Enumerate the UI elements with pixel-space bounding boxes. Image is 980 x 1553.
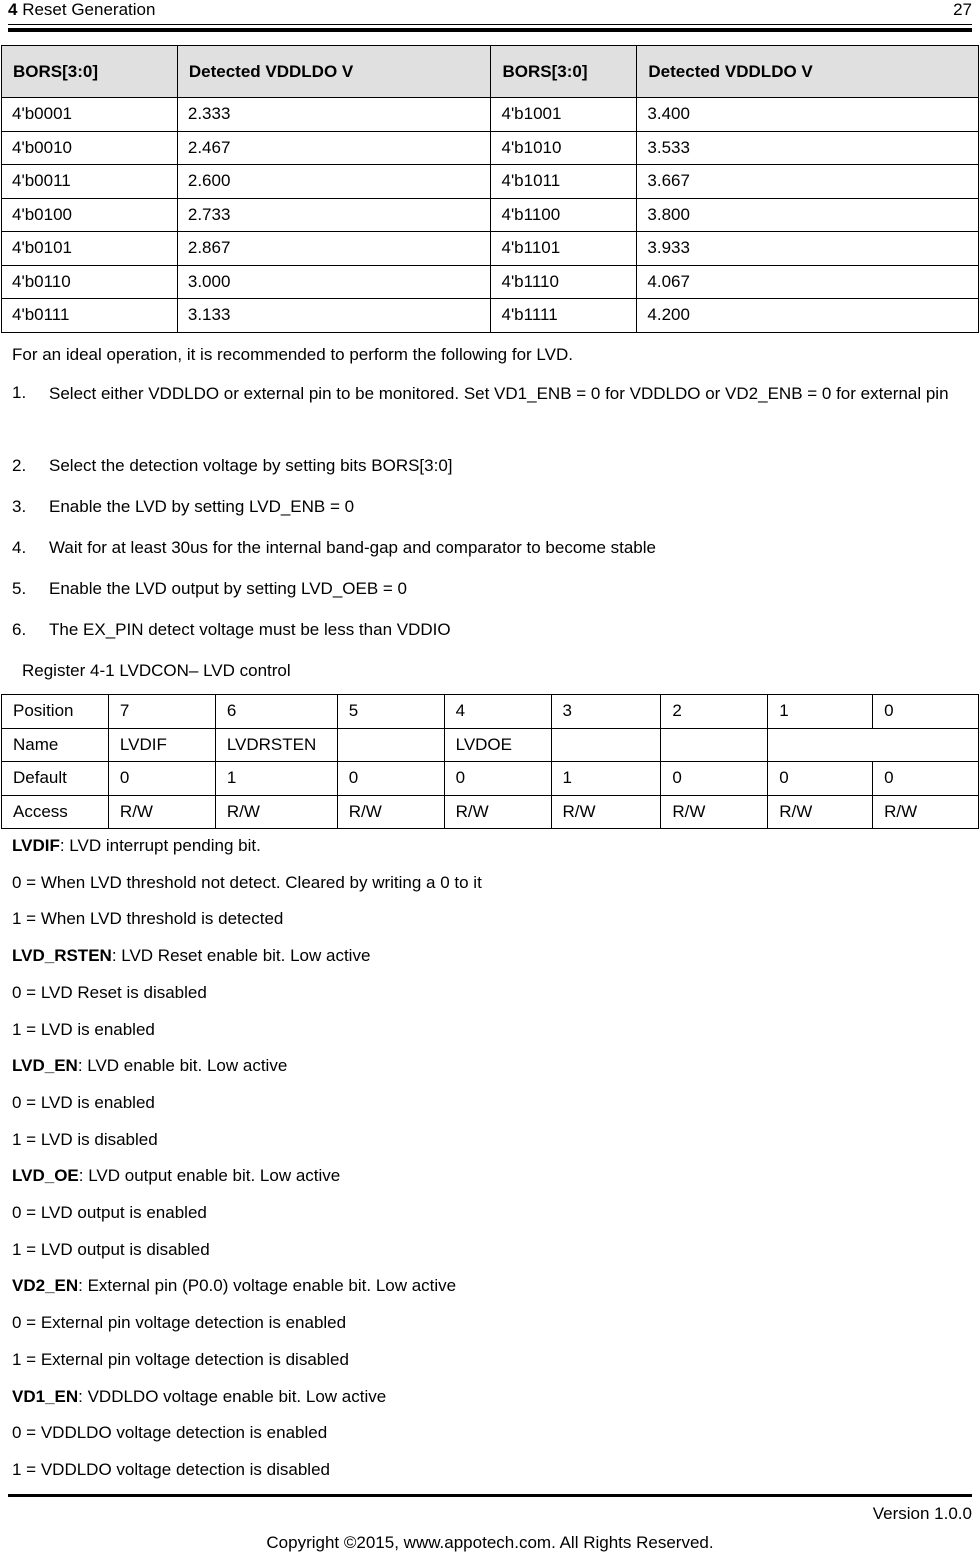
field-description-heading (12, 946, 370, 966)
table-cell: 3.667 (637, 165, 979, 199)
table-cell: 4'b0101 (2, 232, 178, 266)
field-description-line (12, 873, 482, 893)
register-caption: Register 4-1 LVDCON– LVD control (22, 661, 291, 680)
table-cell: 3.400 (637, 98, 979, 132)
table-cell: R/W (337, 795, 444, 829)
table-cell (551, 728, 661, 762)
column-header: BORS[3:0] (2, 46, 178, 98)
version-label: Version 1.0.0 (872, 1504, 972, 1523)
table-cell: 4'b0010 (2, 131, 178, 165)
field-text: 0 = LVD is enabled (12, 1092, 155, 1112)
list-number: 6. (12, 620, 27, 639)
table-cell (768, 728, 979, 762)
intro-text: For an ideal operation, it is recommended to perform the following for LVD. (12, 345, 573, 364)
field-description-line (12, 1423, 327, 1443)
table-row (2, 198, 979, 232)
field-text: 1 = LVD is disabled (12, 1129, 158, 1149)
table-cell: 3 (551, 695, 661, 729)
field-text: 0 = VDDLDO voltage detection is enabled (12, 1423, 328, 1443)
bors-voltage-table (1, 45, 979, 333)
table-cell: 0 (108, 762, 215, 796)
row-label: Access (2, 795, 109, 829)
table-cell: 3.800 (637, 198, 979, 232)
list-text: Select the detection voltage by setting bits BORS[3:0] (49, 456, 453, 475)
table-cell: 0 (337, 762, 444, 796)
table-cell: 5 (337, 695, 444, 729)
table-row (2, 762, 979, 796)
field-text: 0 = LVD output is enabled (12, 1203, 207, 1222)
table-cell: R/W (768, 795, 873, 829)
field-description-line (12, 1460, 330, 1480)
table-cell: R/W (551, 795, 661, 829)
list-number: 1. (12, 383, 27, 402)
list-text: Enable the LVD output by setting LVD_OEB = 0 (49, 579, 408, 598)
table-cell: 3.133 (177, 299, 491, 333)
list-number: 5. (12, 579, 27, 598)
table-row (2, 795, 979, 829)
field-text: : External pin (P0.0) voltage enable bit. Low active (78, 1276, 457, 1296)
table-cell: LVDOE (444, 728, 551, 762)
field-text: 1 = External pin voltage detection is disabled (12, 1349, 349, 1369)
chapter-title: Reset Generation (22, 0, 156, 19)
field-text: 0 = LVD Reset is disabled (12, 982, 207, 1002)
table-cell: 1 (215, 762, 337, 796)
table-cell: 3.533 (637, 131, 979, 165)
field-text: : LVD interrupt pending bit. (59, 836, 261, 855)
field-description-line (12, 1350, 349, 1370)
table-row (2, 728, 979, 762)
field-description-line (12, 1203, 207, 1223)
table-cell: 4'b0110 (2, 265, 178, 299)
table-cell: 0 (873, 695, 979, 729)
table-cell: 2.600 (177, 165, 491, 199)
table-cell: 4.067 (637, 265, 979, 299)
table-cell: LVDRSTEN (215, 728, 337, 762)
field-description-line (12, 1093, 155, 1113)
column-header: Detected VDDLDO V (637, 46, 979, 98)
field-name: VD2_EN (12, 1276, 79, 1296)
field-name: LVDIF (12, 836, 60, 855)
field-description-heading (12, 1166, 340, 1186)
table-cell: LVDIF (108, 728, 215, 762)
table-row (2, 98, 979, 132)
field-name: LVD_OE (12, 1166, 79, 1186)
field-description-heading (12, 1276, 456, 1296)
table-cell: 4'b1011 (491, 165, 637, 199)
table-cell: 1 (551, 762, 661, 796)
table-cell: 2.467 (177, 131, 491, 165)
header-rule-thin (8, 24, 972, 25)
table-cell: 2.733 (177, 198, 491, 232)
chapter-number: 4 (8, 0, 18, 19)
row-label: Name (2, 728, 109, 762)
field-description-heading (12, 1056, 287, 1076)
field-text: 1 = When LVD threshold is detected (12, 909, 284, 929)
table-cell: 4'b0100 (2, 198, 178, 232)
list-text: Select either VDDLDO or external pin to be monitored. Set VD1_ENB = 0 for VDDLDO or VD2_ENB = 0 for external pin (49, 384, 949, 403)
field-description-line (12, 1130, 158, 1150)
column-header: Detected VDDLDO V (177, 46, 491, 98)
table-cell: 3.933 (637, 232, 979, 266)
table-cell: 6 (215, 695, 337, 729)
list-number: 4. (12, 538, 27, 557)
table-cell (337, 728, 444, 762)
chapter-heading (8, 0, 155, 20)
table-cell: 2 (661, 695, 768, 729)
row-label: Position (2, 695, 109, 729)
table-row (2, 232, 979, 266)
field-text: : LVD output enable bit. Low active (78, 1166, 341, 1186)
table-cell: 2.867 (177, 232, 491, 266)
table-cell: 3.000 (177, 265, 491, 299)
table-cell: 0 (768, 762, 873, 796)
table-cell: 7 (108, 695, 215, 729)
table-cell (661, 728, 768, 762)
register-table (1, 694, 979, 829)
table-cell: 4'b1110 (491, 265, 637, 299)
table-cell: 4'b1111 (491, 299, 637, 333)
list-text: Enable the LVD by setting LVD_ENB = 0 (49, 497, 355, 516)
list-text: Wait for at least 30us for the internal band-gap and comparator to become stable (49, 538, 656, 557)
field-description-line (12, 1313, 346, 1333)
list-number: 3. (12, 497, 27, 516)
table-header-row (2, 46, 979, 98)
table-cell: R/W (215, 795, 337, 829)
table-cell: 4'b1010 (491, 131, 637, 165)
field-text: 0 = External pin voltage detection is enabled (12, 1313, 347, 1333)
row-label: Default (2, 762, 109, 796)
copyright-notice: Copyright ©2015, www.appotech.com. All Rights Reserved. (266, 1533, 714, 1552)
field-description-line (12, 1020, 155, 1040)
table-row (2, 165, 979, 199)
field-text: 1 = LVD output is disabled (12, 1239, 210, 1259)
page-header (8, 0, 972, 20)
table-cell: 4'b0111 (2, 299, 178, 333)
table-cell: 4'b1101 (491, 232, 637, 266)
field-description-line (12, 1240, 210, 1260)
table-row (2, 265, 979, 299)
field-name: VD1_EN (12, 1386, 79, 1406)
field-text: : LVD enable bit. Low active (77, 1056, 288, 1076)
table-cell: R/W (661, 795, 768, 829)
field-name: LVD_RSTEN (12, 946, 112, 966)
table-cell: 4'b1100 (491, 198, 637, 232)
table-cell: 4'b1001 (491, 98, 637, 132)
table-cell: R/W (444, 795, 551, 829)
page-number: 27 (953, 0, 972, 19)
table-cell: 0 (661, 762, 768, 796)
field-description-line (12, 983, 207, 1003)
table-cell: 2.333 (177, 98, 491, 132)
table-cell: R/W (108, 795, 215, 829)
field-description-line (12, 909, 283, 929)
table-row (2, 131, 979, 165)
table-cell: 4 (444, 695, 551, 729)
table-cell: 4'b0001 (2, 98, 178, 132)
table-cell: 0 (873, 762, 979, 796)
list-text: The EX_PIN detect voltage must be less than VDDIO (49, 620, 451, 639)
table-cell: 4'b0011 (2, 165, 178, 199)
table-row (2, 299, 979, 333)
field-text: : LVD Reset enable bit. Low active (111, 946, 371, 966)
list-number: 2. (12, 456, 27, 475)
header-rule-thick (8, 28, 972, 32)
field-text: 0 = When LVD threshold not detect. Cleared by writing a 0 to it (12, 872, 482, 892)
field-name: LVD_EN (12, 1056, 78, 1076)
table-cell: 0 (444, 762, 551, 796)
column-header: BORS[3:0] (491, 46, 637, 98)
footer-rule (8, 1494, 972, 1497)
field-description-heading (12, 1387, 386, 1407)
field-text: : VDDLDO voltage enable bit. Low active (78, 1386, 387, 1406)
table-row (2, 695, 979, 729)
table-cell: 4.200 (637, 299, 979, 333)
field-text: 1 = LVD is enabled (12, 1019, 155, 1039)
table-cell: R/W (873, 795, 979, 829)
table-cell: 1 (768, 695, 873, 729)
field-description-heading (12, 836, 261, 856)
field-text: 1 = VDDLDO voltage detection is disabled (12, 1459, 330, 1479)
